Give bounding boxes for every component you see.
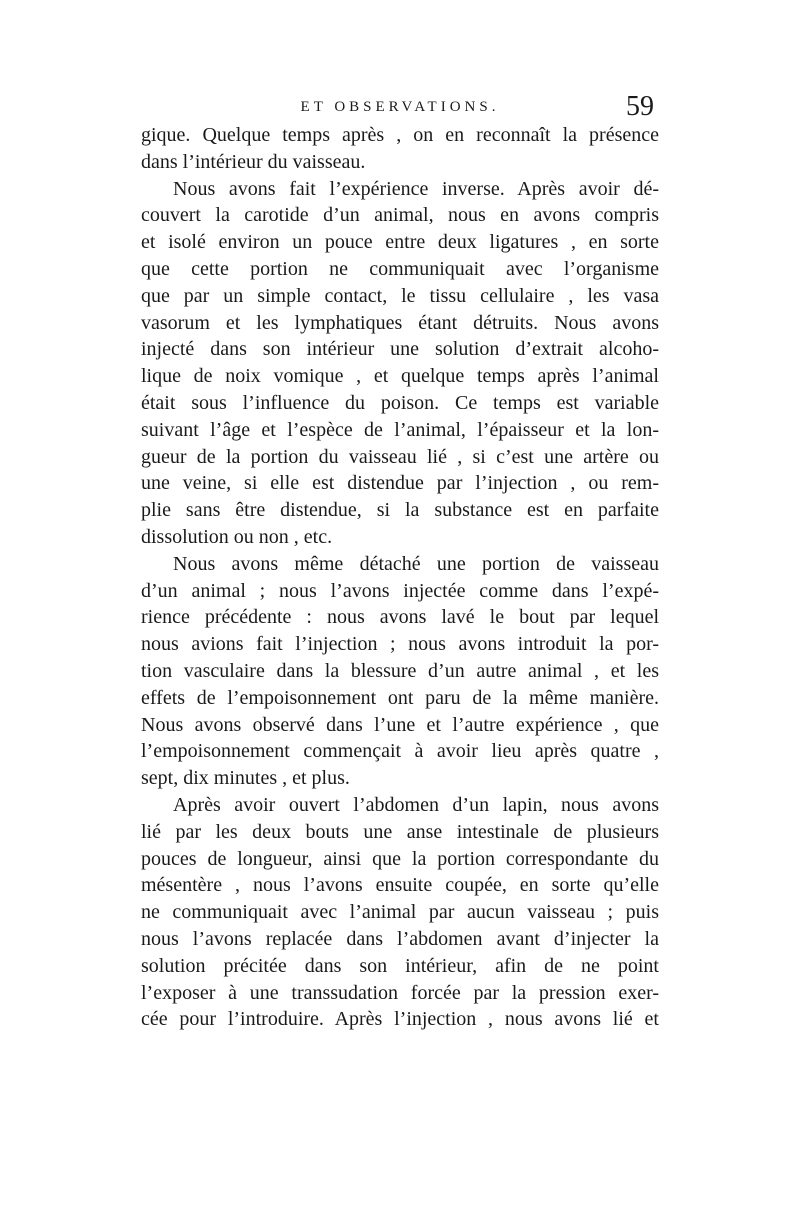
page-number: 59 (626, 91, 654, 122)
text-line: ne communiquait avec l’animal par aucun vaisseau ; puis (141, 901, 659, 924)
text-line: Nous avons fait l’expérience inverse. Après avoir dé- (173, 177, 659, 200)
text-line: l’exposer à une transsudation forcée par la pression exer- (141, 981, 659, 1004)
text-line: gueur de la portion du vaisseau lié , si c’est une artère ou (141, 445, 659, 468)
running-title: ET OBSERVATIONS. (300, 99, 500, 115)
text-line: nous avions fait l’injection ; nous avons introduit la por- (141, 633, 659, 656)
text-line: Après avoir ouvert l’abdomen d’un lapin, nous avons (173, 793, 659, 816)
text-line: couvert la carotide d’un animal, nous en avons compris (141, 204, 659, 227)
text-line: mésentère , nous l’avons ensuite coupée, en sorte qu’elle (141, 874, 659, 897)
text-line: lié par les deux bouts une anse intestinale de plusieurs (141, 820, 659, 843)
text-line: et isolé environ un pouce entre deux ligatures , en sorte (141, 231, 659, 254)
text-line: Nous avons observé dans l’une et l’autre expérience , que (141, 713, 659, 736)
text-line: nous l’avons replacée dans l’abdomen avant d’injecter la (141, 927, 659, 950)
text-line: d’un animal ; nous l’avons injectée comme dans l’expé- (141, 579, 659, 602)
text-line: plie sans être distendue, si la substance est en parfaite (141, 499, 659, 522)
text-line: que par un simple contact, le tissu cellulaire , les vasa (141, 284, 659, 307)
text-line: cée pour l’introduire. Après l’injection , nous avons lié et (141, 1008, 659, 1031)
text-line: dissolution ou non , etc. (141, 525, 333, 548)
text-line: gique. Quelque temps après , on en reconnaît la présence (141, 124, 659, 146)
text-line: injecté dans son intérieur une solution d’extrait alcoho- (141, 338, 659, 361)
text-line: dans l’intérieur du vaisseau. (141, 150, 366, 173)
paragraph-1 (141, 122, 659, 176)
text-line: était sous l’influence du poison. Ce temps est variable (141, 391, 659, 414)
text-line: lique de noix vomique , et quelque temps après l’animal (141, 365, 659, 388)
body-text (141, 122, 659, 1033)
text-line: Nous avons même détaché une portion de vaisseau (173, 552, 659, 575)
text-line: une veine, si elle est distendue par l’injection , ou rem- (141, 472, 659, 495)
text-line: que cette portion ne communiquait avec l’organisme (141, 257, 659, 280)
text-line: suivant l’âge et l’espèce de l’animal, l’épaisseur et la lon- (141, 418, 659, 441)
text-line: pouces de longueur, ainsi que la portion correspondante du (141, 847, 659, 870)
text-line: rience précédente : nous avons lavé le bout par lequel (141, 606, 659, 629)
text-line: effets de l’empoisonnement ont paru de la même manière. (141, 686, 659, 709)
paragraph-4 (141, 792, 659, 1033)
paragraph-3 (141, 551, 659, 792)
text-line: l’empoisonnement commençait à avoir lieu après quatre , (141, 740, 659, 763)
text-line: tion vasculaire dans la blessure d’un autre animal , et les (141, 659, 659, 682)
text-line: sept, dix minutes , et plus. (141, 767, 350, 790)
text-line: solution précitée dans son intérieur, afin de ne point (141, 954, 659, 977)
paragraph-2 (141, 176, 659, 551)
text-line: vasorum et les lymphatiques étant détruits. Nous avons (141, 311, 659, 334)
